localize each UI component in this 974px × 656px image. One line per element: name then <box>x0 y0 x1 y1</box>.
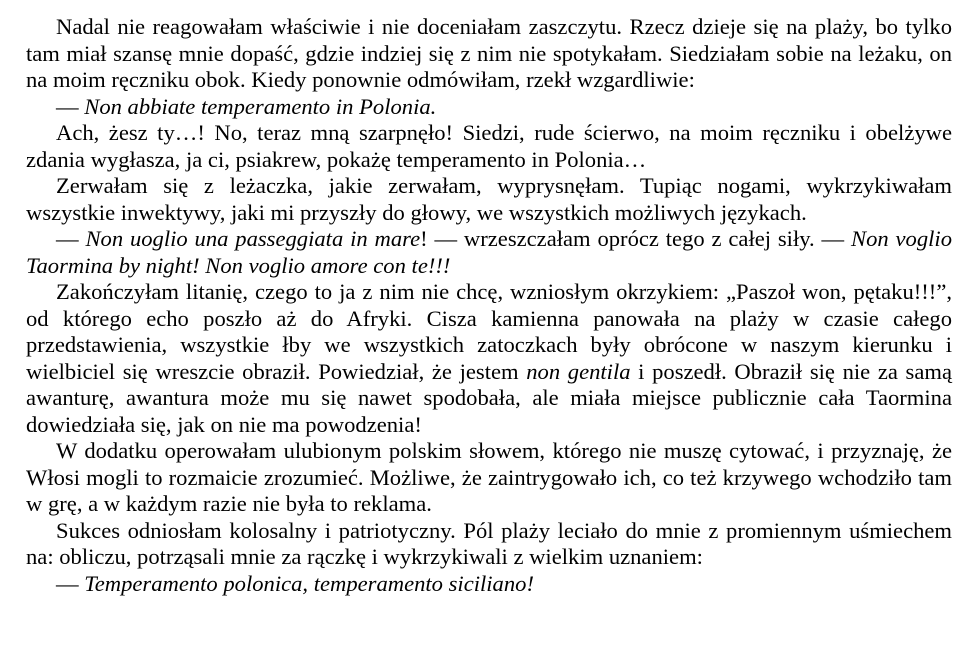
paragraph-5 <box>26 226 952 279</box>
italic-text-run: Non abbiate temperamento in Polonia. <box>84 93 437 119</box>
text-run: — <box>56 226 86 251</box>
text-run: Ach, żesz ty…! No, teraz mną szarpnęło! Siedzi, rude ścierwo, na moim ręczniku i obelżywe zdania wygłasza, ja ci, psiakrew, pokażę temperamento in Polonia… <box>26 120 952 172</box>
text-run: Zerwałam się z leżaczka, jakie zerwałam, wyprysnęłam. Tupiąc nogami, wykrzykiwałam wszystkie inwektywy, jaki mi przyszły do głowy, we wszystkich możliwych językach. <box>26 173 952 225</box>
paragraph-7 <box>26 438 952 518</box>
italic-text-run: Non voglio Taormina by night! Non voglio amore con te!!! <box>26 226 952 278</box>
paragraph-1 <box>26 14 952 94</box>
italic-text-run: non gentila <box>526 358 631 384</box>
paragraph-6 <box>26 279 952 438</box>
paragraph-8 <box>26 518 952 571</box>
text-run: Sukces odniosłam kolosalny i patriotyczny. Pól plaży leciało do mnie z promiennym uśmiechem na: obliczu, potrząsali mnie za rączkę i wykrzykiwali z wielkim uznaniem: <box>26 517 952 569</box>
text-run: i poszedł. Obraził się nie za samą awanturę, awantura może mu się nawet spodobała, ale miała miejsce publicznie cała Taormina dowiedziała się, jak on nie ma powodzenia! <box>26 358 952 437</box>
text-run: W dodatku operowałam ulubionym polskim słowem, którego nie muszę cytować, i przyznaję, że Włosi mogli to rozmaicie zrozumieć. Możliwe, że zaintrygowało ich, co też krzywego wchodziło tam w grę, a w każdym razie nie była to reklama. <box>26 438 952 516</box>
text-run: Nadal nie reagowałam właściwie i nie doceniałam zaszczytu. Rzecz dzieje się na plaży, bo tylko tam miał szansę mnie dopaść, gdzie indziej się z nim nie spotykałam. Siedziałam sobie na leżaku, on na moim ręczniku obok. Kiedy ponownie odmówiłam, rzekł wzgardliwie: <box>26 14 952 92</box>
text-run: — <box>56 570 85 596</box>
paragraph-2 <box>26 94 952 121</box>
paragraph-3 <box>26 120 952 173</box>
text-run: ! — wrzeszczałam oprócz tego z całej siły. — <box>420 226 851 251</box>
italic-text-run: Non uoglio una passeggiata in mare <box>85 226 421 251</box>
paragraph-4 <box>26 173 952 226</box>
text-run: — <box>56 93 85 119</box>
italic-text-run: Temperamento polonica, temperamento siciliano! <box>84 570 534 596</box>
paragraph-9 <box>26 571 952 598</box>
text-run: Zakończyłam litanię, czego to ja z nim nie chcę, wzniosłym okrzykiem: „Paszoł won, pętaku!!!”, od którego echo poszło aż do Afryki. Cisza kamienna panowała na plaży w czasie całego przedstawienia, wszystkie łby we wszystkich zatoczkach były obrócone w naszym kierunku i wielbiciel się wreszcie obraził. Powiedział, że jestem <box>26 279 952 384</box>
